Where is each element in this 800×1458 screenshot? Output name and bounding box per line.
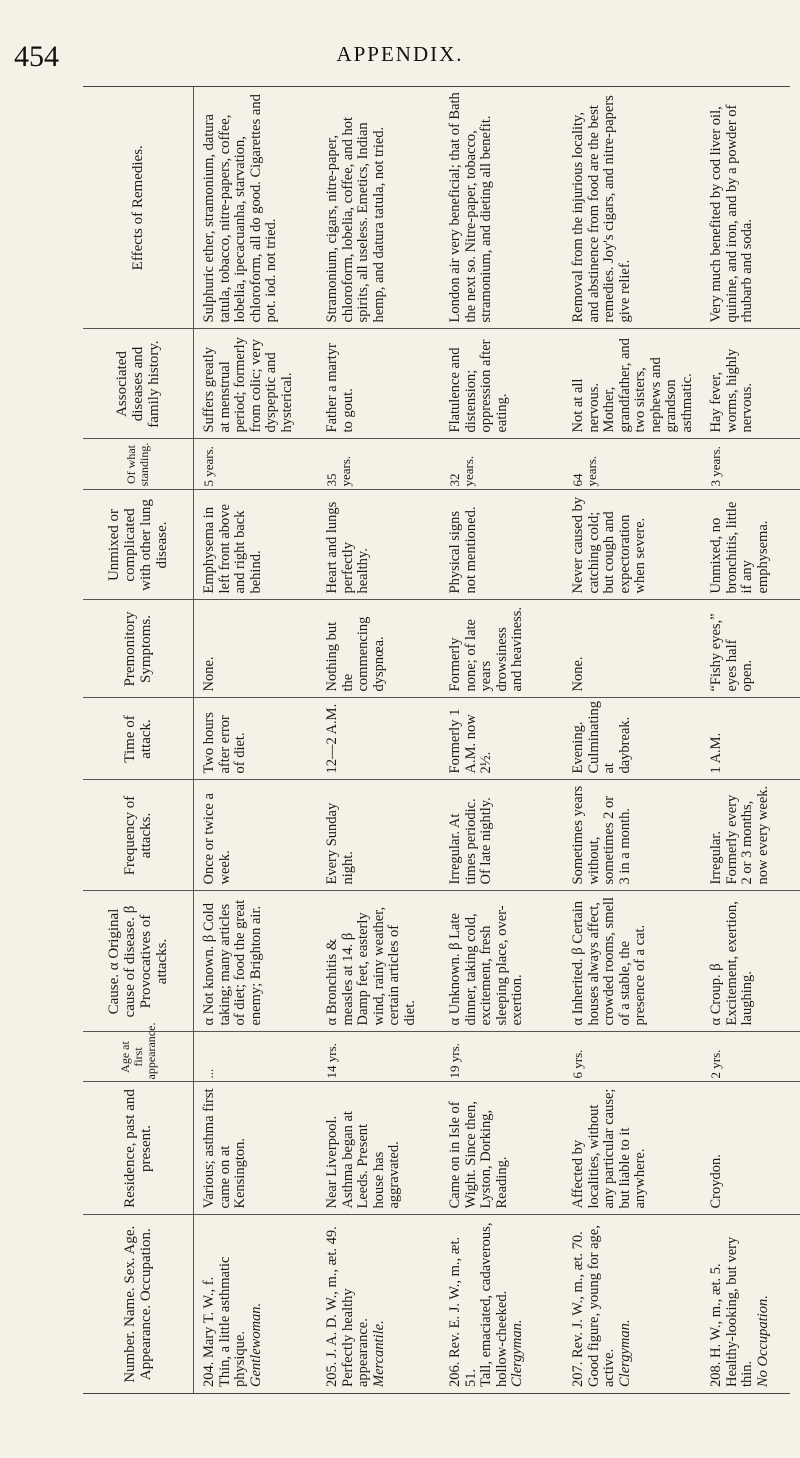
header-standing: Of what standing. — [83, 439, 194, 490]
patient-name: 207. Rev. J. W., m., æt. 70. — [570, 1231, 586, 1387]
header-associated: Associated diseases and family history. — [83, 329, 194, 439]
cell-unmixed: Emphysema in left front above and right back behind. — [194, 490, 318, 600]
cell-cause: α Bronchitis & measles at 14. β Damp feet, easterly wind, rainy weather, certain articles of diet. — [317, 891, 440, 1032]
cell-residence: Various; asthma first came on at Kensington. — [194, 1082, 318, 1215]
running-head: APPENDIX. — [336, 42, 464, 66]
cell-number — [440, 1215, 563, 1393]
header-age: Age at first appearance. — [83, 1032, 194, 1082]
patient-name: 208. H. W., m., æt. 5. — [708, 1263, 724, 1387]
cell-associated: Hay fever, worms, highly nervous. — [701, 329, 800, 439]
header-frequency: Frequency of attacks. — [83, 780, 194, 891]
cell-cause: α Unknown. β Late dinner, taking cold, excitement, fresh sleeping place, over-exertion. — [440, 891, 563, 1032]
cell-effects: Very much benefited by cod liver oil, quinine, and iron, and by a powder of rhubarb and soda. — [701, 87, 800, 329]
case-table-frame — [83, 86, 790, 1394]
patient-occupation: Gentlewoman. — [247, 1302, 264, 1387]
patient-occupation: Clergyman. — [616, 1319, 633, 1387]
cell-premonitory: Formerly none; of late years drowsiness and heaviness. — [440, 600, 563, 698]
cell-residence: Affected by localities, without any particular cause; but liable to it anywhere. — [563, 1082, 701, 1215]
cell-frequency: Every Sunday night. — [317, 780, 440, 891]
header-cause: Cause. α Original cause of disease. β Provocatives of attacks. — [83, 891, 194, 1032]
cell-standing: 5 years. — [194, 439, 318, 490]
cell-number — [701, 1215, 800, 1393]
cell-residence: Near Liverpool. Asthma began at Leeds. Present house has aggravated. — [317, 1082, 440, 1215]
cell-frequency: Irregular. At times periodic. Of late nightly. — [440, 780, 563, 891]
patient-name: 205. J. A. D. W., m., æt. 49. — [324, 1226, 340, 1387]
cell-unmixed: Unmixed, no bronchitis, little if any emphysema. — [701, 490, 800, 600]
cell-associated: Not at all nervous. Mother, grandfather, and two sisters, nephews and grandson asthmatic. — [563, 329, 701, 439]
cell-number — [194, 1215, 318, 1393]
header-effects: Effects of Remedies. — [83, 87, 194, 329]
cell-time: Formerly 1 A.M. now 2½. — [440, 698, 563, 780]
cell-premonitory: “Fishy eyes,” eyes half open. — [701, 600, 800, 698]
cell-associated: Flatulence and distension; oppression after eating. — [440, 329, 563, 439]
header-number: Number. Name. Sex. Age. Appearance. Occupation. — [83, 1215, 194, 1393]
cell-premonitory: None. — [194, 600, 318, 698]
cell-time: 1 A.M. — [701, 698, 800, 780]
table-row — [563, 87, 701, 1393]
patient-appearance: Good figure, young for age, active. — [585, 1225, 617, 1387]
cell-age: 19 yrs. — [440, 1032, 563, 1082]
patient-occupation: Clergyman. — [509, 1319, 525, 1387]
cell-effects: Stramonium, cigars, nitre-paper, chloroform, lobelia, coffee, and hot spirits, all useless. Emetics, Indian hemp, and datura tatula, not tried. — [317, 87, 440, 329]
patient-appearance: Perfectly healthy appearance. — [339, 1288, 371, 1387]
cell-unmixed: Physical signs not mentioned. — [440, 490, 563, 600]
cell-effects: Sulphuric ether, stramonium, datura tatula, tobacco, nitre-papers, coffee, lobelia, ipecacuanha, starvation, chloroform, all do good. Cigarettes and pot. iod. not tried. — [194, 87, 318, 329]
cell-residence: Came on in Isle of Wight. Since then, Lyston, Dorking, Reading. — [440, 1082, 563, 1215]
cell-number — [317, 1215, 440, 1393]
table-header-row — [83, 87, 194, 1393]
patient-occupation: No Occupation. — [754, 1295, 771, 1387]
patient-occupation: Mercantile. — [370, 1320, 387, 1387]
page-header — [0, 30, 800, 90]
cell-standing: 32 years. — [440, 439, 563, 490]
cell-cause: α Croup. β Excitement, exertion, laughing. — [701, 891, 800, 1032]
cell-residence: Croydon. — [701, 1082, 800, 1215]
cell-standing: 35 years. — [317, 439, 440, 490]
cell-effects: London air very beneficial; that of Bath the next so. Nitre-paper, tobacco, stramonium, and dieting all benefit. — [440, 87, 563, 329]
cell-frequency: Once or twice a week. — [194, 780, 318, 891]
cell-unmixed: Never caused by catching cold; but cough and expectoration when severe. — [563, 490, 701, 600]
cell-premonitory: Nothing but the commencing dyspnœa. — [317, 600, 440, 698]
cell-frequency: Irregular. Formerly every 2 or 3 months, now every week. — [701, 780, 800, 891]
cell-age: 2 yrs. — [701, 1032, 800, 1082]
cell-cause: α Not known. β Cold taking; many articles of diet; food the great enemy; Brighton air. — [194, 891, 318, 1032]
table-row — [194, 87, 318, 1393]
cell-number — [563, 1215, 701, 1393]
cell-associated: Father a martyr to gout. — [317, 329, 440, 439]
cell-age: 6 yrs. — [563, 1032, 701, 1082]
page-number: 454 — [14, 40, 59, 73]
patient-name: 206. Rev. E. J. W., m., æt. 51. — [447, 1236, 479, 1387]
cell-unmixed: Heart and lungs perfectly healthy. — [317, 490, 440, 600]
cell-cause: α Inherited. β Certain houses always affect, crowded rooms, smell of a stable, the presence of a cat. — [563, 891, 701, 1032]
case-table — [83, 87, 800, 1393]
cell-time: Two hours after error of diet. — [194, 698, 318, 780]
cell-time: Evening. Culminating at daybreak. — [563, 698, 701, 780]
table-row — [701, 87, 800, 1393]
table-row — [440, 87, 563, 1393]
patient-name: 204. Mary T. W., f. — [201, 1276, 217, 1387]
header-time: Time of attack. — [83, 698, 194, 780]
header-residence: Residence, past and present. — [83, 1082, 194, 1215]
header-unmixed: Unmixed or complicated with other lung disease. — [83, 490, 194, 600]
table-row — [317, 87, 440, 1393]
cell-age: ... — [194, 1032, 318, 1082]
cell-age: 14 yrs. — [317, 1032, 440, 1082]
rotated-table-container — [83, 87, 790, 1393]
patient-appearance: Tall, emaciated, cadaverous, hollow-cheeked. — [478, 1222, 510, 1387]
cell-frequency: Sometimes years without, sometimes 2 or 3 in a month. — [563, 780, 701, 891]
cell-standing: 3 years. — [701, 439, 800, 490]
cell-standing: 64 years. — [563, 439, 701, 490]
cell-associated: Suffers greatly at menstrual period; formerly from colic; very dyspeptic and hysterical. — [194, 329, 318, 439]
cell-premonitory: None. — [563, 600, 701, 698]
cell-time: 12—2 A.M. — [317, 698, 440, 780]
cell-effects: Removal from the injurious locality, and abstinence from food are the best remedies. Joy's cigars, and nitre-papers give relief. — [563, 87, 701, 329]
patient-appearance: Thin, a little asthmatic physique. — [216, 1256, 248, 1387]
header-premonitory: Premonitory Symptoms. — [83, 600, 194, 698]
patient-appearance: Healthy-looking, but very thin. — [723, 1236, 755, 1387]
